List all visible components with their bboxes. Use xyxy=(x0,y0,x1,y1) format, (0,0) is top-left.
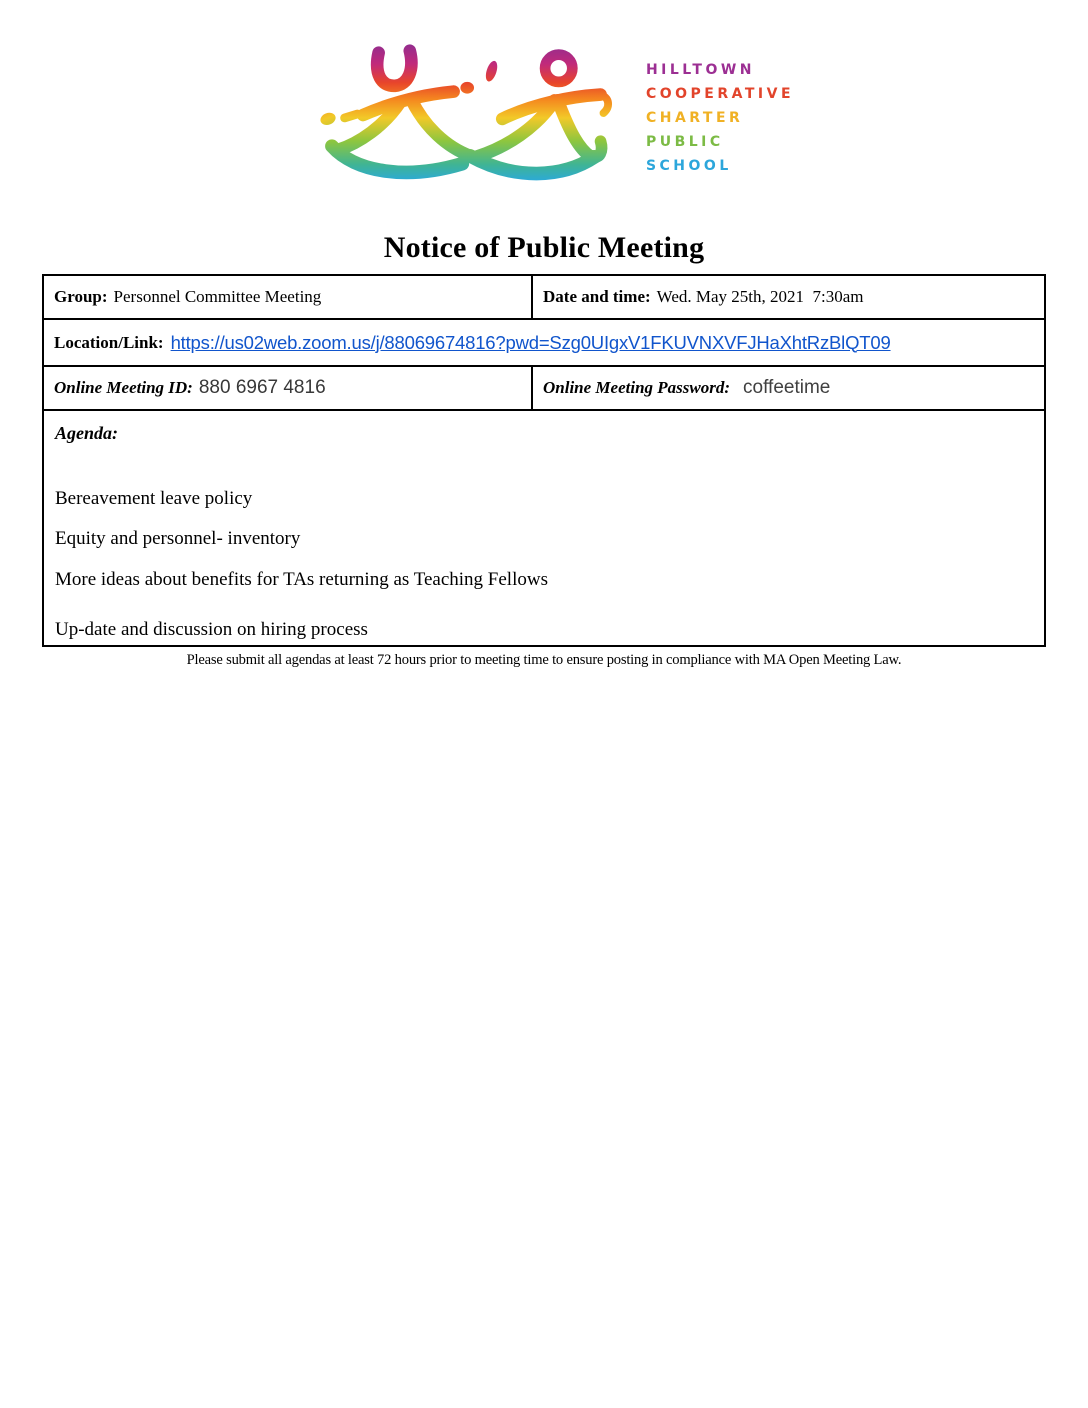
meeting-info-table xyxy=(42,274,1046,647)
agenda-item-1: Bereavement leave policy xyxy=(55,488,253,509)
password-label: Online Meeting Password: xyxy=(543,378,731,397)
table-row-location xyxy=(44,320,1044,367)
datetime-label: Date and time: xyxy=(543,287,651,306)
table-row-group-date xyxy=(44,276,1044,320)
agenda-label: Agenda: xyxy=(55,423,118,443)
dancing-figures-icon xyxy=(314,42,636,188)
page-title: Notice of Public Meeting xyxy=(383,231,705,264)
agenda-item-3: More ideas about benefits for TAs returning as Teaching Fellows xyxy=(55,569,548,590)
zoom-meeting-link[interactable]: https://us02web.zoom.us/j/88069674816?pwd=Szg0UIgxV1FKUVNXVFJHaXhtRzBlQT09 xyxy=(170,331,891,353)
meeting-id-label: Online Meeting ID: xyxy=(54,378,193,397)
password-value: coffeetime xyxy=(743,377,831,398)
meeting-id-value: 880 6967 4816 xyxy=(198,377,326,398)
school-name-line-4: PUBLIC xyxy=(645,134,724,150)
group-label: Group: xyxy=(54,287,108,306)
footer-note: Please submit all agendas at least 72 hours prior to meeting time to ensure posting in compliance with MA Open Meeting Law. xyxy=(186,652,902,668)
datetime-cell xyxy=(533,276,1044,318)
school-logo xyxy=(10,0,1088,188)
location-label: Location/Link: xyxy=(54,332,164,352)
meeting-id-cell xyxy=(44,367,533,409)
school-name-line-5: SCHOOL xyxy=(645,158,732,174)
school-name-line-3: CHARTER xyxy=(645,110,744,126)
group-value: Personnel Committee Meeting xyxy=(113,287,322,306)
group-cell xyxy=(44,276,533,318)
location-cell xyxy=(44,320,1044,365)
agenda-item-4: Up-date and discussion on hiring process xyxy=(55,619,368,640)
school-name-line-2: COOPERATIVE xyxy=(645,86,795,102)
password-cell xyxy=(533,367,1044,409)
agenda-cell xyxy=(44,411,1044,645)
table-row-agenda xyxy=(44,411,1044,645)
datetime-value: Wed. May 25th, 2021 7:30am xyxy=(656,287,864,306)
school-name-line-1: HILLTOWN xyxy=(645,62,756,78)
school-name xyxy=(646,52,794,178)
agenda-item-2: Equity and personnel- inventory xyxy=(55,528,301,549)
table-row-id-password xyxy=(44,367,1044,411)
